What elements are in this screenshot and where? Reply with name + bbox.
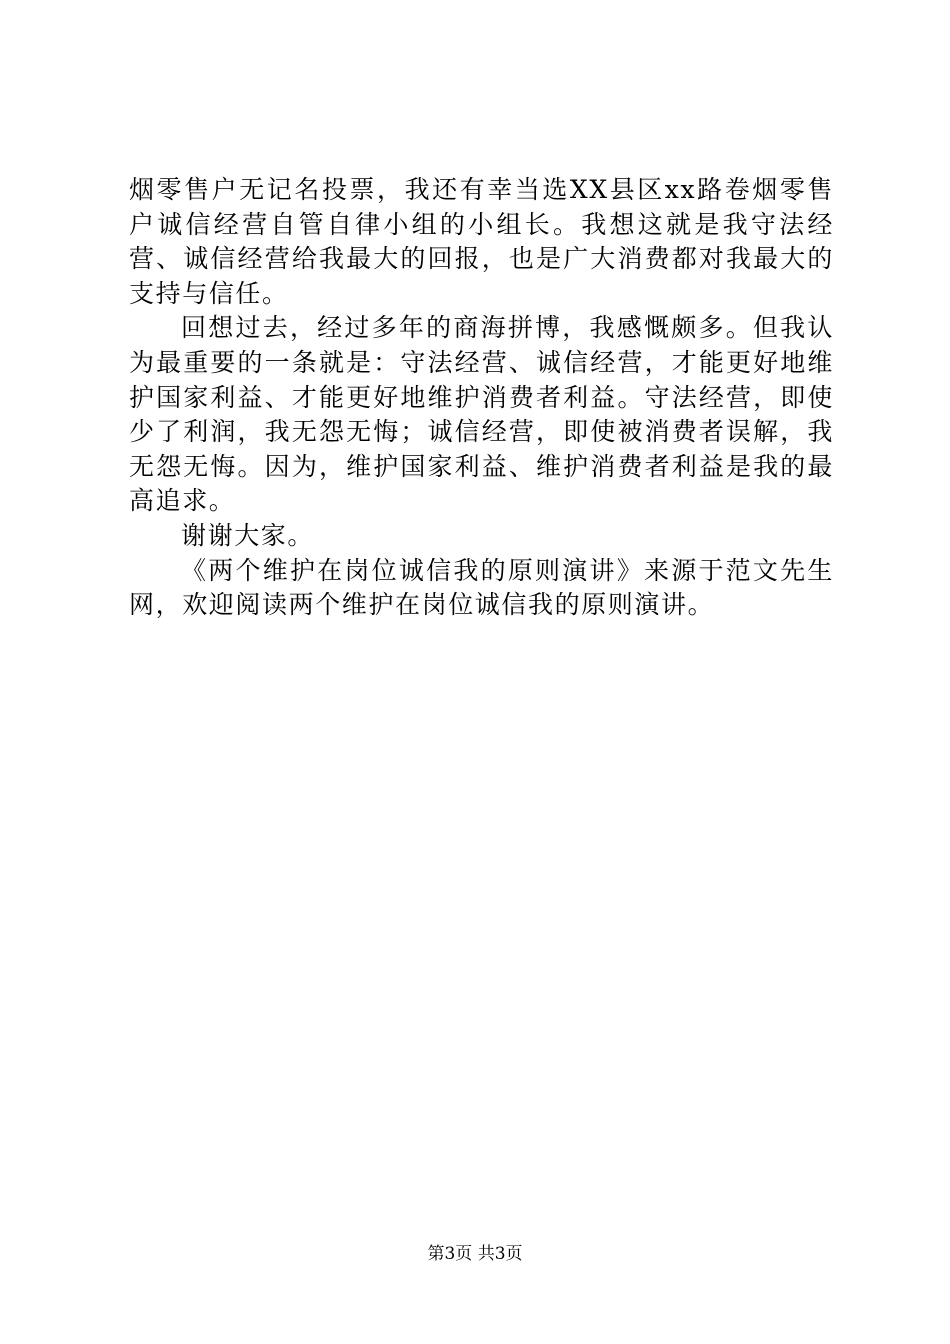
document-body: [129, 173, 834, 623]
paragraph-thanks: 谢谢大家。: [181, 520, 315, 550]
paragraph-reflection: 回想过去，经过多年的商海拼博，我感慨颇多。但我认为最重要的一条就是：守法经营、诚信经营，才能更好地维护国家利益、才能更好地维护消费者利益。守法经营，即使少了利润，我无怨无悔；诚信经营，即使被消费者误解，我无怨无悔。因为，维护国家利益、维护消费者利益是我的最高追求。: [129, 313, 834, 516]
page-number: 第3页 共3页: [427, 1244, 523, 1264]
paragraph-source-note: 《两个维护在岗位诚信我的原则演讲》来源于范文先生网，欢迎阅读两个维护在岗位诚信我的原则演讲。: [129, 555, 834, 620]
paragraph-continued: 烟零售户无记名投票，我还有幸当选XX县区xx路卷烟零售户诚信经营自管自律小组的小组长。我想这就是我守法经营、诚信经营给我最大的回报，也是广大消费都对我最大的支持与信任。: [129, 175, 834, 308]
page-footer: [0, 1243, 950, 1265]
